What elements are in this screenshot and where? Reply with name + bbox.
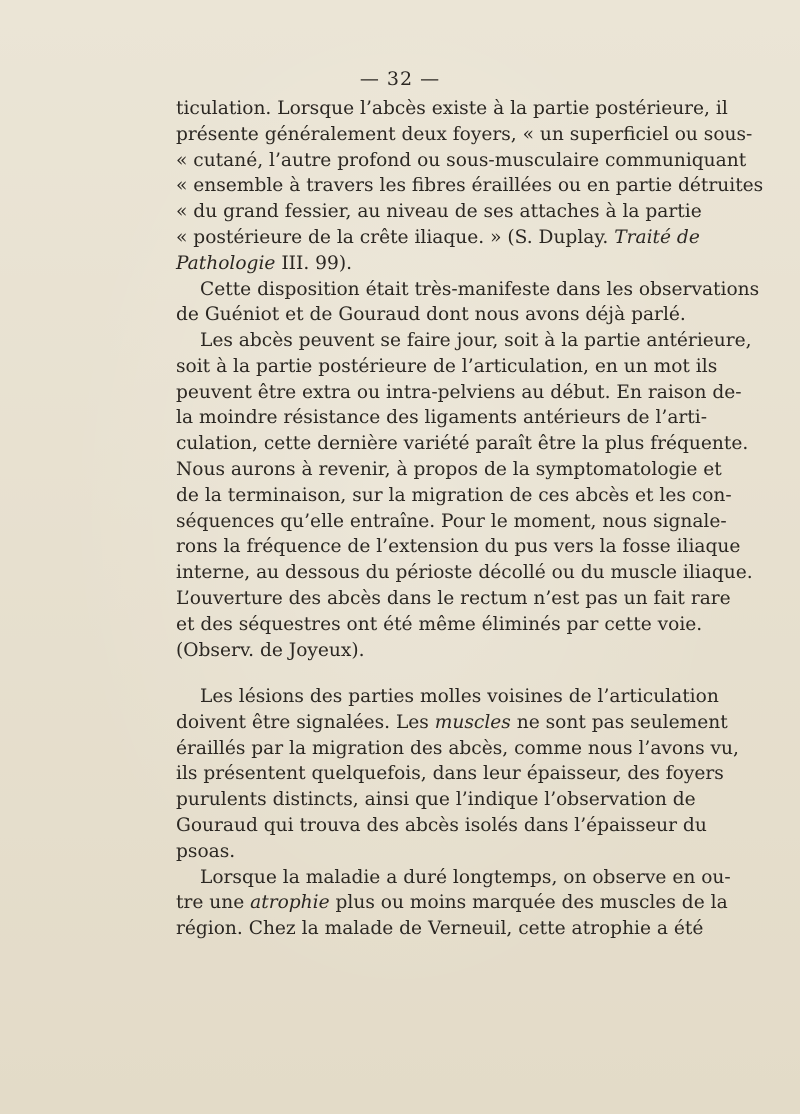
text-line: séquences qu’elle entraîne. Pour le moment, nous signale-	[176, 510, 727, 532]
italic-word: atrophie	[250, 892, 330, 914]
text-line: Nous aurons à revenir, à propos de la symptomatologie et	[176, 458, 722, 480]
text-line: « postérieure de la crête iliaque. » (S. Duplay. Traité de	[176, 226, 700, 248]
text-line: culation, cette dernière variété paraît être la plus fréquente.	[176, 433, 749, 455]
text-line: psoas.	[176, 840, 236, 862]
text-line: de Guéniot et de Gouraud dont nous avons déjà parlé.	[176, 304, 686, 326]
text-line: rons la fréquence de l’extension du pus vers la fosse iliaque	[176, 536, 741, 558]
text-line: soit à la partie postérieure de l’articulation, en un mot ils	[176, 355, 718, 377]
text-line: « cutané, l’autre profond ou sous-musculaire communiquant	[176, 149, 747, 171]
text-line: éraillés par la migration des abcès, comme nous l’avons vu,	[176, 737, 739, 759]
text-line: Lorsque la maladie a duré longtemps, on observe en ou-	[200, 866, 731, 888]
text-line: présente généralement deux foyers, « un superficiel ou sous-	[176, 123, 753, 145]
text-line: Pathologie III. 99).	[176, 252, 352, 274]
paragraph-3	[176, 684, 739, 942]
paragraph-2	[176, 328, 753, 663]
text-line: ils présentent quelquefois, dans leur épaisseur, des foyers	[176, 763, 724, 785]
text-line: Gouraud qui trouva des abcès isolés dans l’épaisseur du	[176, 814, 707, 836]
text-line: Les abcès peuvent se faire jour, soit à la partie antérieure,	[200, 330, 752, 351]
text-line: la moindre résistance des ligaments antérieurs de l’arti-	[176, 407, 707, 429]
italic-word: muscles	[434, 711, 511, 733]
text-line: région. Chez la malade de Verneuil, cette atrophie a été	[176, 918, 704, 940]
text-line: Cette disposition était très-manifeste dans les observations	[200, 278, 760, 300]
text-line: tre une atrophie plus ou moins marquée des muscles de la	[176, 892, 728, 914]
text-line: interne, au dessous du périoste décollé ou du muscle iliaque.	[176, 562, 753, 584]
page-number: — 32 —	[359, 68, 441, 90]
italic-title: Traité de	[614, 226, 700, 248]
paragraph-1	[176, 96, 764, 328]
italic-title: Pathologie	[176, 252, 276, 274]
text-line: (Observ. de Joyeux).	[176, 639, 365, 661]
text-line: purulents distincts, ainsi que l’indique l’observation de	[176, 789, 696, 811]
text-line: peuvent être extra ou intra-pelviens au début. En raison de-	[176, 381, 742, 403]
text-line: L’ouverture des abcès dans le rectum n’est pas un fait rare	[176, 587, 731, 609]
text-line: Les lésions des parties molles voisines de l’articulation	[200, 686, 719, 707]
text-line: et des séquestres ont été même éliminés par cette voie.	[176, 613, 703, 635]
text-line: de la terminaison, sur la migration de ces abcès et les con-	[176, 484, 732, 506]
text-line: « du grand fessier, au niveau de ses attaches à la partie	[176, 201, 702, 223]
text-line: « ensemble à travers les fibres éraillées ou en partie détruites	[176, 175, 764, 197]
text-line: ticulation. Lorsque l’abcès existe à la partie postérieure, il	[176, 98, 728, 119]
text-line: doivent être signalées. Les muscles ne sont pas seulement	[176, 711, 728, 733]
